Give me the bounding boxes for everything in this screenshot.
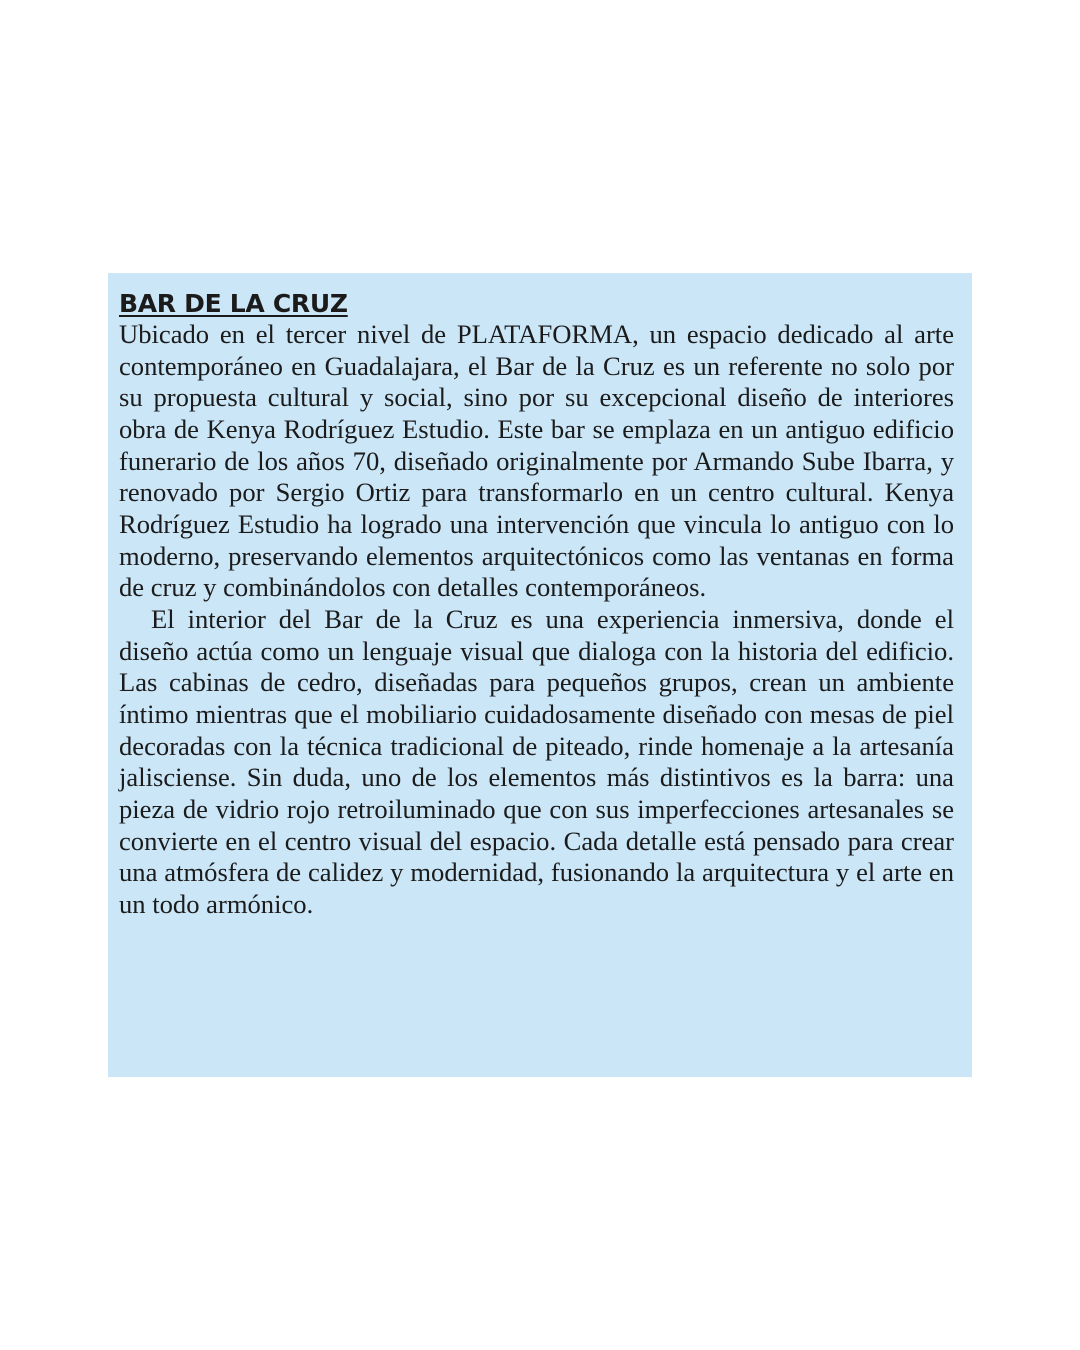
article-box	[108, 273, 972, 1077]
article-heading: BAR DE LA CRUZ	[119, 289, 348, 318]
article-paragraph-2: El interior del Bar de la Cruz es una experiencia inmersiva, donde el diseño actúa como un lenguaje visual que dialoga con la historia del edificio. Las cabinas de cedro, diseñadas para pequeños grupos, crean un ambiente íntimo mientras que el mobiliario cuidadosamente diseñado con mesas de piel decoradas con la técnica tradicional de piteado, rinde homenaje a la artesanía jalisciense. Sin duda, uno de los elementos más distintivos es la barra: una pieza de vidrio rojo retroiluminado que con sus imperfecciones artesanales se convierte en el centro visual del espacio. Cada detalle está pensado para crear una atmósfera de calidez y modernidad, fusionando la arquitectura y el arte en un todo armónico.	[119, 603, 954, 919]
article-paragraph-1: Ubicado en el tercer nivel de PLATAFORMA, un espacio dedicado al arte contemporáneo en Guadalajara, el Bar de la Cruz es un referente no solo por su propuesta cultural y social, sino por su excepcional diseño de interiores obra de Kenya Rodríguez Estudio. Este bar se emplaza en un antiguo edificio funerario de los años 70, diseñado originalmente por Armando Sube Ibarra, y renovado por Sergio Ortiz para transformarlo en un centro cultural. Kenya Rodríguez Estudio ha logrado una intervención que vincula lo antiguo con lo moderno, preservando elementos arquitectónicos como las ventanas en forma de cruz y combinándolos con detalles contemporáneos.	[119, 319, 954, 603]
